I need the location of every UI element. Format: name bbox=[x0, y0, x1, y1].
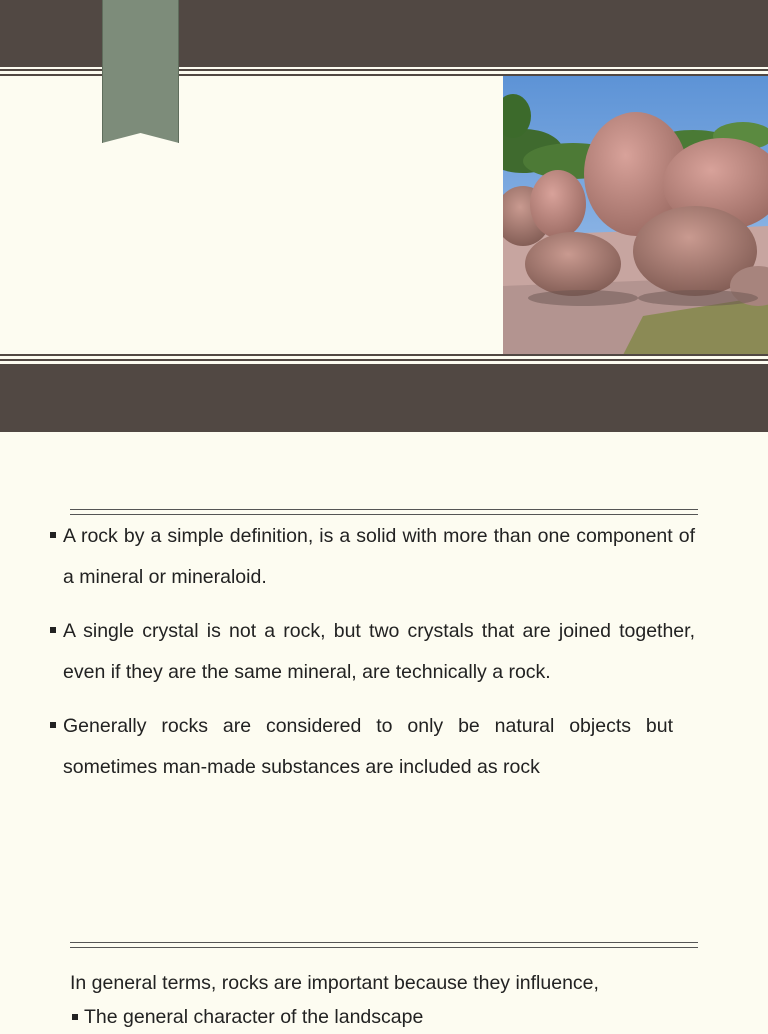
rock-boulders-photo bbox=[503, 76, 768, 355]
bottom-rule-1 bbox=[70, 942, 698, 943]
bullet-text: A single crystal is not a rock, but two crystals that are joined together, even if they are the same mineral, are technically a rock. bbox=[63, 620, 695, 683]
bullet-list bbox=[50, 516, 695, 801]
list-item bbox=[50, 706, 673, 787]
square-bullet-icon bbox=[50, 627, 56, 633]
sub-bullet-text: The general character of the landscape bbox=[84, 1006, 424, 1028]
bullet-text: A rock by a simple definition, is a solid with more than one component of a mineral or mineraloid. bbox=[63, 525, 695, 588]
list-item bbox=[50, 611, 695, 692]
square-bullet-icon bbox=[50, 722, 56, 728]
square-bullet-icon bbox=[50, 532, 56, 538]
content-divider-2 bbox=[0, 359, 768, 361]
square-bullet-icon bbox=[72, 1014, 78, 1020]
list-item bbox=[50, 516, 695, 597]
title-band bbox=[0, 364, 768, 432]
top-rule-1 bbox=[70, 509, 698, 510]
content-divider-1 bbox=[0, 354, 768, 356]
top-rule-2 bbox=[70, 514, 698, 515]
bottom-rule-2 bbox=[70, 947, 698, 948]
sub-list-item bbox=[70, 1000, 710, 1034]
bullet-text: Generally rocks are considered to only be natural objects but sometimes man-made substances are included as rock bbox=[63, 715, 673, 778]
bookmark-ribbon bbox=[102, 0, 179, 143]
paragraph-text: In general terms, rocks are important because they influence, bbox=[70, 972, 599, 994]
